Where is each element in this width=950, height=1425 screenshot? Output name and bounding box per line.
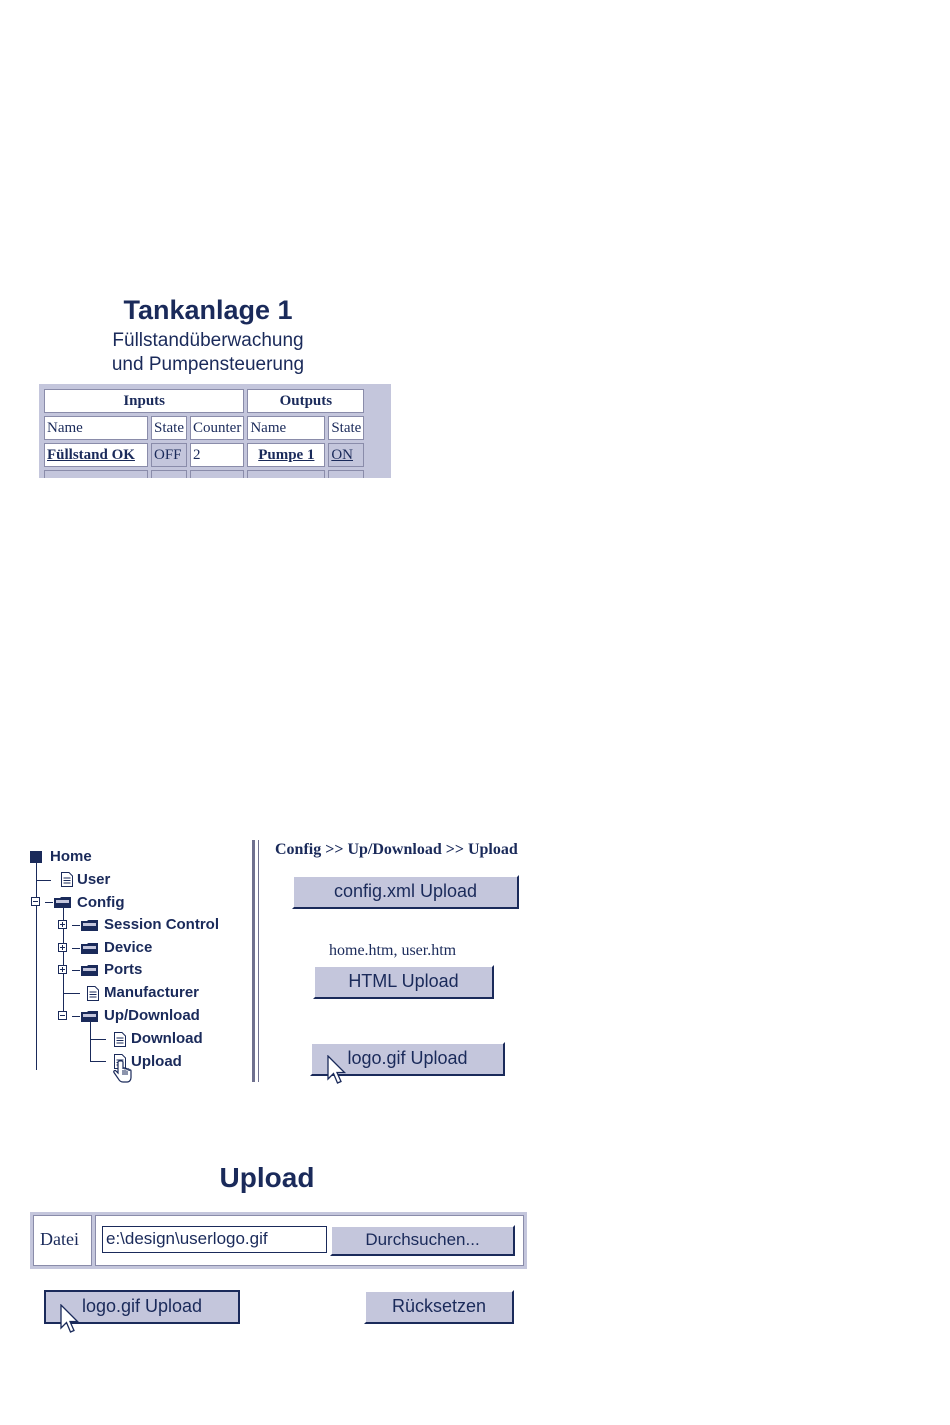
table-row-partial [190, 470, 244, 478]
document-icon [61, 872, 73, 887]
document-icon [114, 1032, 126, 1047]
file-label-cell [33, 1215, 92, 1266]
browse-label: Durchsuchen... [365, 1230, 480, 1249]
folder-icon [81, 965, 98, 976]
tree-line [72, 925, 80, 926]
plus-box-icon[interactable] [58, 920, 67, 929]
tree-line [72, 948, 80, 949]
table-row-partial [44, 470, 148, 478]
tank-subtitle-line2: und Pumpensteuerung [111, 354, 305, 375]
folder-icon [81, 920, 98, 931]
reset-label: Rücksetzen [391, 1296, 487, 1316]
file-label: Datei [40, 1229, 79, 1249]
io-table [41, 386, 367, 478]
tree-item-user[interactable]: User [77, 871, 111, 888]
tree-line [63, 993, 80, 994]
col-input-name: Name [44, 416, 148, 440]
tree-line [90, 1061, 106, 1062]
table-row-partial [247, 470, 325, 478]
tree-item-home[interactable]: Home [50, 848, 92, 865]
plus-box-icon[interactable] [58, 943, 67, 952]
document-icon [87, 986, 99, 1001]
logo-gif-upload-label: logo.gif Upload [347, 1048, 468, 1068]
minus-box-icon[interactable] [58, 1011, 67, 1020]
plus-box-icon[interactable] [58, 965, 67, 974]
tank-title: Tankanlage 1 [123, 295, 293, 325]
upload-submit-label: logo.gif Upload [81, 1296, 203, 1316]
tree-item-updownload[interactable]: Up/Download [104, 1007, 200, 1024]
tree-line [90, 1022, 91, 1062]
tree-line [36, 862, 37, 1070]
tree-item-session-control[interactable]: Session Control [104, 916, 220, 933]
file-path-input[interactable]: e:\design\userlogo.gif [102, 1226, 327, 1253]
html-upload-button[interactable] [313, 965, 494, 999]
table-row-partial [151, 470, 187, 478]
input-state-value: OFF [151, 443, 187, 467]
io-table-container [39, 384, 391, 478]
tree-item-device[interactable]: Device [104, 939, 153, 956]
tree-item-manufacturer[interactable]: Manufacturer [104, 984, 200, 1001]
input-name-link[interactable]: Füllstand OK [44, 443, 148, 467]
config-xml-upload-button[interactable] [292, 875, 519, 909]
upload-title: Upload [219, 1162, 315, 1193]
minus-box-icon[interactable] [31, 897, 40, 906]
col-input-state: State [151, 416, 187, 440]
inputs-header: Inputs [44, 389, 244, 413]
folder-icon [54, 897, 71, 908]
panel-divider [252, 840, 255, 1082]
outputs-header: Outputs [247, 389, 364, 413]
input-counter-value: 2 [190, 443, 244, 467]
html-files-note: home.htm, user.htm [329, 942, 457, 959]
table-row-partial [328, 470, 364, 478]
config-xml-upload-label: config.xml Upload [333, 881, 478, 901]
browse-button[interactable] [330, 1225, 515, 1256]
output-name-link[interactable]: Pumpe 1 [247, 443, 325, 467]
tree-item-upload[interactable]: Upload [131, 1053, 182, 1070]
tree-item-ports[interactable]: Ports [104, 961, 143, 978]
arrow-cursor-icon [327, 1055, 347, 1085]
col-output-name: Name [247, 416, 325, 440]
tank-subtitle-line1: Füllstandüberwachung [112, 330, 304, 351]
folder-icon [81, 943, 98, 954]
tree-line [72, 1016, 80, 1017]
home-square-icon [30, 851, 42, 863]
arrow-cursor-icon [60, 1304, 80, 1334]
tree-line [72, 970, 80, 971]
html-upload-label: HTML Upload [348, 971, 459, 991]
reset-button[interactable] [364, 1290, 514, 1324]
tree-line [90, 1039, 106, 1040]
output-state-toggle[interactable]: ON [328, 443, 364, 467]
tree-item-download[interactable]: Download [131, 1030, 203, 1047]
breadcrumb: Config >> Up/Download >> Upload [275, 841, 518, 858]
folder-icon [81, 1011, 98, 1022]
col-input-counter: Counter [190, 416, 244, 440]
tree-item-config[interactable]: Config [77, 894, 125, 911]
table-row [44, 443, 364, 467]
hand-cursor-icon [110, 1060, 134, 1084]
tree-line [45, 902, 53, 903]
panel-divider [258, 840, 259, 1082]
col-output-state: State [328, 416, 364, 440]
tree-line [36, 880, 51, 881]
